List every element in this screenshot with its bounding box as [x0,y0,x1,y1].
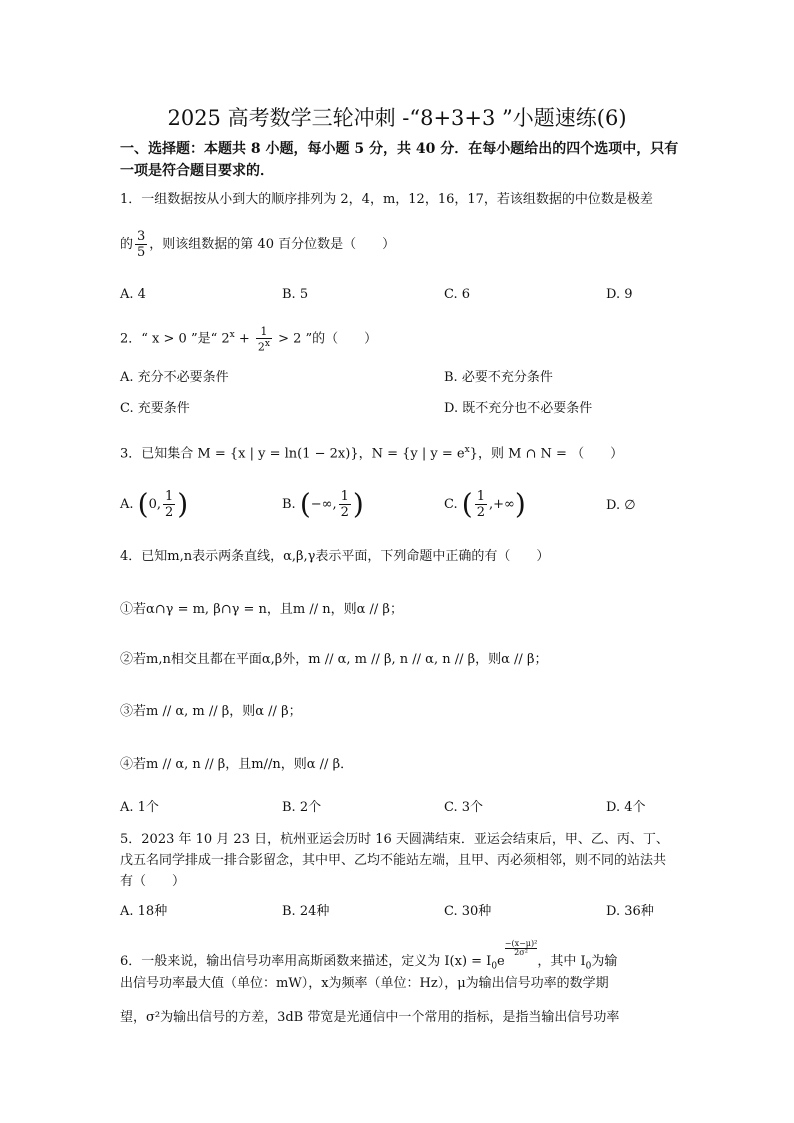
q3-a-label: A. [120,497,134,512]
q3-a-fraction [163,490,175,519]
q2-prefix: 2．“ x > 0 ”是“ 2 [120,331,230,347]
q2-fraction [256,326,272,353]
q2-sup1: x [229,330,235,340]
q1-line2-suffix: ，则该组数据的第 40 百分位数是（ ） [149,237,396,252]
q4-option-b[interactable]: B. 2个 [282,800,322,815]
q3-a-open: ( [137,487,149,521]
q2-frac-num: 1 [256,326,272,339]
q4-statement-4: ④若m // α, n // β，且m//n，则α // β． [120,757,354,772]
q6-line2: 出信号功率最大值（单位：mW），x为频率（单位：Hz），μ为输出信号功率的数学期 [120,976,609,991]
q4-statement-2: ②若m,n相交且都在平面α,β外，m // α, m // β, n // α, n // β，则α // β； [120,652,548,667]
q1-option-c[interactable]: C. 6 [444,287,471,302]
q3-b-den: 2 [340,505,349,520]
q2-sup2: x [264,338,270,349]
q6-exp-num: −(x−μ)² [504,939,538,948]
q5-option-a[interactable]: A. 18种 [120,904,168,919]
q6-l1c: e [497,954,505,969]
q5-option-b[interactable]: B. 24种 [282,904,330,919]
q1-fraction [135,230,147,259]
q2-plus: + [234,331,254,347]
q1-option-d[interactable]: D. 9 [606,287,633,302]
q2-option-a[interactable]: A. 充分不必要条件 [120,370,229,385]
q3-c-fraction [475,490,487,519]
q3-sup: x [464,445,470,455]
q1-frac-num: 3 [137,229,146,244]
q3-a-left: 0, [148,497,162,512]
q6-exp-den: 2σ² [514,948,528,957]
q6-line3: 望，σ²为输出信号的方差，3dB 带宽是光通信中一个常用的指标，是指当输出信号功率 [120,1010,620,1025]
q3-option-b[interactable] [282,487,364,521]
q4-statement-3: ③若m // α, m // β，则α // β； [120,704,302,719]
q3-c-den: 2 [476,505,485,520]
q3-b-close: ) [352,487,364,521]
q1-line2-prefix: 的 [120,237,134,252]
q6-l1b: 0 [491,961,498,972]
q5-stem: 5．2023 年 10 月 23 日，杭州亚运会历时 16 天圆满结束．亚运会结束后，甲、乙、丙、丁、戊五名同学排成一排合影留念，其中甲、乙均不能站左端，且甲、丙必须相邻，则不同的站法共有（ ） [120,832,669,889]
q4-option-c[interactable]: C. 3个 [444,800,484,815]
q3-a-close: ) [177,487,189,521]
q2-frac-den-base: 2 [257,340,265,354]
q5-option-c[interactable]: C. 30种 [444,904,492,919]
q6-l1d: ，其中 I [537,954,586,969]
q2-suffix: > 2 ”的（ ） [273,331,378,347]
q2-option-b[interactable]: B. 必要不充分条件 [444,370,553,385]
q3-option-d[interactable]: D. ∅ [606,498,636,513]
q3-c-num: 1 [476,489,485,504]
q3-c-open: ( [461,487,473,521]
q1-line1: 1．一组数据按从小到大的顺序排列为 2，4，m，12，16，17，若该组数据的中位数是极差 [120,192,653,207]
q6-l1e: 0 [585,961,592,972]
q3-a-num: 1 [165,489,174,504]
section-instructions: 一、选择题：本题共 8 小题，每小题 5 分，共 40 分．在每小题给出的四个选项中，只有一项是符合题目要求的． [120,141,679,179]
q4-option-d[interactable]: D. 4个 [606,800,646,815]
q1-line2 [120,230,680,259]
q3-c-label: C. [444,497,458,512]
page-title: 2025 高考数学三轮冲刺 -“8+3+3 ”小题速练(6) [167,106,627,130]
q3-stem [120,440,680,464]
q3-c-right: ,+∞ [488,497,515,512]
q3-option-c[interactable] [444,487,526,521]
q3-option-a[interactable] [120,487,189,521]
q3-c-close: ) [514,487,526,521]
q5-option-d[interactable]: D. 36种 [606,904,654,919]
q2-option-c[interactable]: C. 充要条件 [120,401,190,416]
q3-a-den: 2 [165,505,174,520]
q3-text2: }，则 M ∩ N = （ ） [469,446,624,462]
q6-line1 [120,940,680,977]
q2-frac-den [256,339,272,353]
q1-frac-den: 5 [137,245,146,260]
q6-exponent [505,940,538,957]
q4-statement-1: ①若α∩γ = m, β∩γ = n，且m // n，则α // β； [120,602,403,617]
q2-option-d[interactable]: D. 既不充分也不必要条件 [444,401,593,416]
q6-l1f: 为输 [591,954,618,969]
q4-stem: 4．已知m,n表示两条直线，α,β,γ表示平面，下列命题中正确的有（ ） [120,549,550,564]
q2-stem [120,325,680,352]
q3-text: 3．已知集合 M = {x | y = ln(1 − 2x)}，N = {y | y = e [120,446,465,462]
q4-option-a[interactable]: A. 1个 [120,800,159,815]
q6-l1a: 6．一般来说，输出信号功率用高斯函数来描述，定义为 I(x) = I [120,954,492,969]
q3-b-fraction [339,490,351,519]
q3-b-label: B. [282,497,296,512]
q3-b-left: −∞, [310,497,337,512]
q3-b-num: 1 [340,489,349,504]
q1-option-b[interactable]: B. 5 [282,287,309,302]
q1-option-a[interactable]: A. 4 [120,287,146,302]
q3-b-open: ( [299,487,311,521]
